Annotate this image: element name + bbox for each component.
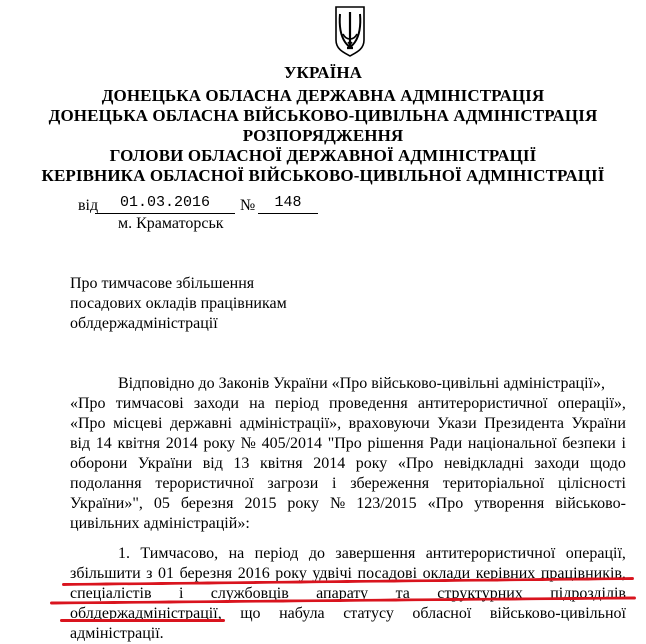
subject-line-1: Про тимчасове збільшення (70, 275, 255, 292)
from-label: від (78, 197, 99, 214)
header-line-5: КЕРІВНИКА ОБЛАСНОЇ ВІЙСЬКОВО-ЦИВІЛЬНОЇ АДМІНІСТРАЦІЇ (41, 166, 605, 185)
para2-line-highlighted: збільшити з 01 березня 2016 року удвічі посадові оклади керівних працівників, (70, 565, 626, 582)
para2-line-highlighted: облдержадміністрації, що набула статусу обласної військово-цивільної (70, 605, 626, 622)
para1-line: Відповідно до Законів України «Про військово-цивільні адміністрації», (118, 375, 605, 392)
subject-line-2: посадових окладів працівникам (70, 295, 287, 312)
order-number: 148 (274, 194, 302, 211)
coat-of-arms-icon (333, 4, 367, 58)
para1-line: «Про тимчасові заходи на період проведення антитерористичної операції», (70, 395, 626, 412)
highlight-underline (60, 619, 225, 622)
number-label: № (240, 197, 256, 214)
order-date: 01.03.2016 (119, 194, 210, 211)
header-line-4: ГОЛОВИ ОБЛАСНОЇ ДЕРЖАВНОЇ АДМІНІСТРАЦІЇ (109, 146, 537, 165)
para1-line: «Про місцеві державні адміністрації», враховуючи Укази Президента України (70, 415, 626, 432)
para1-line: від 14 квітня 2014 року № 405/2014 "Про рішення Ради національної безпеки і (70, 435, 626, 452)
subject-line-3: облдержадміністрації (70, 315, 218, 332)
para2-line-highlighted: спеціалістів і службовців апарату та структурних підрозділів (70, 585, 626, 602)
document-type: РОЗПОРЯДЖЕННЯ (242, 126, 404, 145)
para1-line: України»", 05 березня 2015 року № 123/2015 «Про утворення військово- (70, 495, 626, 512)
para1-line: подолання терористичної загрози і збереження територіальної цілісності (70, 475, 626, 492)
header-line-2: ДОНЕЦЬКА ОБЛАСНА ВІЙСЬКОВО-ЦИВІЛЬНА АДМІНІСТРАЦІЯ (48, 106, 598, 125)
country-name: УКРАЇНА (283, 63, 363, 82)
para1-line: цивільних адміністрацій»: (70, 515, 250, 532)
city: м. Краматорськ (118, 215, 224, 232)
para2-line: адміністрації. (70, 625, 164, 642)
header-line-1: ДОНЕЦЬКА ОБЛАСНА ДЕРЖАВНА АДМІНІСТРАЦІЯ (101, 86, 545, 105)
para1-line: оборони України від 13 квітня 2014 року «Про невідкладні заходи щодо (70, 455, 626, 472)
para2-line: 1. Тимчасово, на період до завершення антитерористичної операції, (118, 545, 626, 562)
